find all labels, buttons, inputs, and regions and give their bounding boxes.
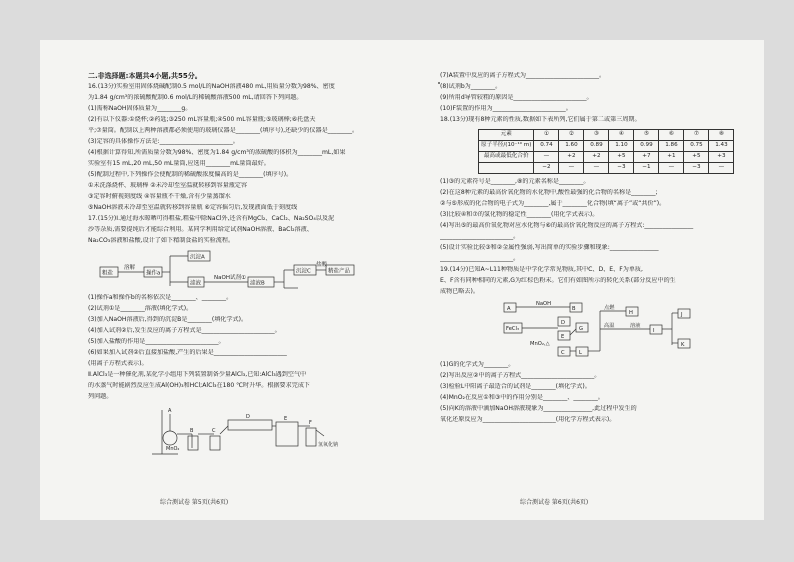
q19-line: (2)写出反应②中的离子方程式________________________。 [440,372,601,379]
table-cell: ⑤ [634,130,659,141]
q18-line: (2)在这8种元素的最高价氧化物的水化物中,酸性最强的化合物的名称是________; [440,189,658,196]
table-cell: 1.43 [709,141,734,152]
question-18 [440,178,780,266]
table-cell: — [559,163,584,174]
diagram-node: D [561,320,565,326]
q19-line: 成物已略去)。 [440,288,479,295]
diagram-node: C [561,350,565,356]
q18-line: ________________________。 [440,233,520,240]
q19-line: E、F含有同种相同的元素,G为红棕色粉末。它们有如图所示的转化关系(部分反应中的生 [440,277,676,284]
q16-line: ①未洗涤烧杯、玻璃棒 ②未冷却至室温就转移到容量瓶定容 [88,182,248,189]
table-cell: ② [559,130,584,141]
table-cell: 0.75 [684,141,709,152]
table-cell: 1.86 [659,141,684,152]
q19-line: 19.(14分)已知A~L11种物质是中学化学常见物质,其中C、D、E、F为单质, [440,266,643,273]
right-page-footer: 综合测试卷 第6页(共6页) [520,499,589,506]
q16-line: (2)有以下仪器:①烧杯;②药匙;③250 mL容量瓶;④500 mL容量瓶;⑤玻璃棒;⑥托盘天 [88,116,316,123]
diagram-edge: NaOH [536,301,552,307]
diagram-node: H [629,310,633,316]
table-header-row [479,130,734,141]
alcl3-apparatus [148,404,348,456]
table-cell [479,163,534,174]
salt-purification-flowchart [98,248,358,294]
apparatus-label: F [309,420,312,426]
q18-line: ②与⑤形成的化合物的电子式为________,属于________化合物(填“离子”或“共价”)。 [440,200,666,207]
table-cell: +5 [684,152,709,163]
q16-line: (1)需称NaOH固体质量为________g。 [88,105,192,112]
q17-line: Ⅱ.AlCl₃是一种催化剂,某化学小组用下列装置制备少量AlCl₃,已知:AlCl₃遇到空气中 [88,371,307,378]
table-cell: 1.10 [609,141,634,152]
q17-line: (9)所用d导管较粗的原因是________________________。 [440,94,593,101]
q17-line: (2)试剂①是________溶液(填化学式)。 [88,305,193,312]
q18-line: (4)写出⑤的最高价氧化物对应水化物与⑥的最高价氧化物反应的离子方程式:________________ [440,222,694,229]
table-row [479,163,734,174]
q16-line: (5)配制过程中,下列操作会使配制的稀硫酸浓度偏高的是________(填序号)。 [88,171,293,178]
table-cell: −3 [684,163,709,174]
flow-box-label: 精盐产品 [328,268,351,275]
q18-line: (5)设计实验比较③和②金属性强弱,写出简单的实验步骤和现象:________________ [440,244,659,251]
q16-line: (3)定容的具体操作方法是:________________________。 [88,138,239,145]
q17-line: 沙等杂质,需要提纯后才能综合利用。某同学利用给定试剂NaOH溶液、BaCl₂溶液、 [88,226,313,233]
flow-reagent: 盐酸 [316,262,328,268]
q17-line: (5)加入盐酸的作用是________________________。 [88,338,225,345]
q17-line: Na₂CO₃溶液和盐酸,设计了如下精制食盐的实验流程。 [88,237,235,244]
table-cell: — [709,163,734,174]
diagram-node: FeCl₃ [506,326,520,332]
q18-intro: 18.(13分)现有8种元素的性质,数据如下表所列,它们属于第二或第三周期。 [440,116,641,123]
diagram-node: I [653,328,655,334]
flow-step: 溶解 [124,265,136,271]
q19-line: (3)检验L中阳离子最适合的试剂是________(填化学式)。 [440,383,591,390]
q16-line: 为1.84 g/cm³的浓硫酸配制0.6 mol/L的稀硫酸溶液500 mL,请回答下列问题。 [88,94,303,101]
table-cell: 0.74 [534,141,559,152]
table-cell: +2 [584,152,609,163]
table-cell: 1.60 [559,141,584,152]
apparatus-label: E [284,416,288,422]
q19-line: (4)MnO₂在反应①和③中的作用分别是________、________。 [440,394,604,401]
question-19-parts [440,361,780,427]
q16-line: 平;⑦量筒。配制以上两种溶液都必须使用的玻璃仪器是________(填序号),还缺少的仪器是________。 [88,127,359,134]
diagram-edge: MnO₂,△ [530,341,550,347]
q16-line: 16.(13分)实验室用固体烧碱配制0.5 mol/L的NaOH溶液480 mL,用质量分数为98%、密度 [88,83,335,90]
q18-line: ________________________。 [440,255,520,262]
table-cell: 0.89 [584,141,609,152]
q17-line: (3)加入NaOH溶液后,得到的沉淀B是________(填化学式)。 [88,316,248,323]
q16-line: ③定容时俯视刻度线 ④容量瓶不干燥,含有少量蒸馏水 [88,193,231,200]
q17-line: 17.(15分)Ⅰ.通过海水晾晒可得粗盐,粗盐中除NaCl外,还含有MgCl₂、CaCl₂、Na₂SO₄以及泥 [88,215,335,222]
q19-line: (5)向K的溶液中滴加NaOH溶液现象为________________,此过程中发生的 [440,405,637,412]
table-cell: — [534,152,559,163]
table-cell: ⑦ [684,130,709,141]
flow-box-label: 滤液B [250,280,265,287]
q19-line: 氧化还原反应为________________________(用化学方程式表示)。 [440,416,616,423]
flow-box-label: 沉淀C [296,268,311,275]
diagram-node: G [579,326,584,332]
table-cell: −3 [609,163,634,174]
question-17-parts [88,294,428,404]
q18-line: (1)③的元素符号是________,⑧的元素名称是________。 [440,178,590,185]
apparatus-label: A [168,408,172,414]
transformation-diagram [500,299,710,361]
table-cell: −2 [534,163,559,174]
q16-line: 实验室有15 mL,20 mL,50 mL量筒,应选用________mL量筒最好。 [88,160,270,167]
apparatus-label: D [246,414,250,420]
flow-box-label: 沉淀A [190,254,205,261]
flow-start: 粗盐 [102,270,114,277]
q17-line: (用离子方程式表示)。 [88,360,148,367]
q17-line: 列问题。 [88,393,113,400]
table-cell: — [584,163,609,174]
q16-line: (4)根据计算得知,所需质量分数为98%、密度为1.84 g/cm³的浓硫酸的体积为________mL,如果 [88,149,346,156]
q17-line: (10)F装置的作用为________________________。 [440,105,572,112]
exam-sheet [40,40,764,520]
flow-box-label: 滤液 [190,280,202,287]
table-cell: −1 [634,163,659,174]
table-cell: +1 [659,152,684,163]
q17-line: (4)加入试剂②后,发生反应的离子方程式是________________________。 [88,327,281,334]
q17-line: 的水蒸气时能剧烈反应生成Al(OH)₃和HCl;AlCl₃在180 ℃时升华。根据要求完成下 [88,382,311,389]
left-page-footer: 综合测试卷 第5页(共6页) [160,499,229,506]
table-cell: +5 [609,152,634,163]
table-cell: ③ [584,130,609,141]
right-page [440,72,780,427]
table-cell: 原子半径/(10⁻¹⁰ m) [479,141,534,152]
diagram-node: B [572,306,576,312]
table-cell: — [659,163,684,174]
diagram-node: J [681,312,683,318]
table-cell: 0.99 [634,141,659,152]
table-cell: ④ [609,130,634,141]
q18-line: (3)比较④和⑦的氢化物的稳定性________(用化学式表示)。 [440,211,599,218]
table-cell: +2 [559,152,584,163]
apparatus-receiver: 氢氧化钠 [318,442,339,448]
question-17 [88,215,428,248]
diagram-node: E [561,334,565,340]
table-cell: 元素 [479,130,534,141]
diagram-node: L [579,350,582,356]
diagram-edge: 高温 [604,323,615,329]
table-cell: ⑥ [659,130,684,141]
apparatus-label: B [190,428,194,434]
q17-line: (1)操作a和操作b的名称依次是________、________。 [88,294,233,301]
apparatus-reagent: MnO₂ [166,446,180,452]
apparatus-label: C [212,428,216,434]
q17-line: (8)试剂b为________。 [440,83,502,90]
question-16 [88,83,428,215]
table-row [479,152,734,163]
diagram-edge: 点燃 [604,305,615,311]
question-17-tail [440,72,780,116]
question-19 [440,266,780,299]
flow-reagent: NaOH [214,275,230,281]
flow-op: 操作a [146,270,161,277]
diagram-edge: 溶液 [630,323,641,329]
table-row [479,141,734,152]
element-property-table [478,129,734,174]
table-cell: ① [534,130,559,141]
table-cell: ⑧ [709,130,734,141]
section-title: 二.非选择题:本题共4小题,共55分。 [88,72,202,80]
diagram-node: K [681,342,685,348]
q17-line: (7)A装置中反应的离子方程式为________________________。 [440,72,606,79]
q17-line: (6)如果加入试剂②后直接加盐酸,产生的后果是________________________ [88,349,287,356]
flow-reagent: 试剂① [230,275,246,281]
diagram-node: A [507,306,511,312]
table-cell: +7 [634,152,659,163]
q16-line: ⑤NaOH溶液未冷却至室温就转移到容量瓶 ⑥定容摇匀后,发现液面低于刻度线 [88,204,298,211]
table-cell: 最高或最低化合价 [479,152,534,163]
left-page [88,72,428,456]
q19-line: (1)G的化学式为________。 [440,361,515,368]
table-cell: +3 [709,152,734,163]
